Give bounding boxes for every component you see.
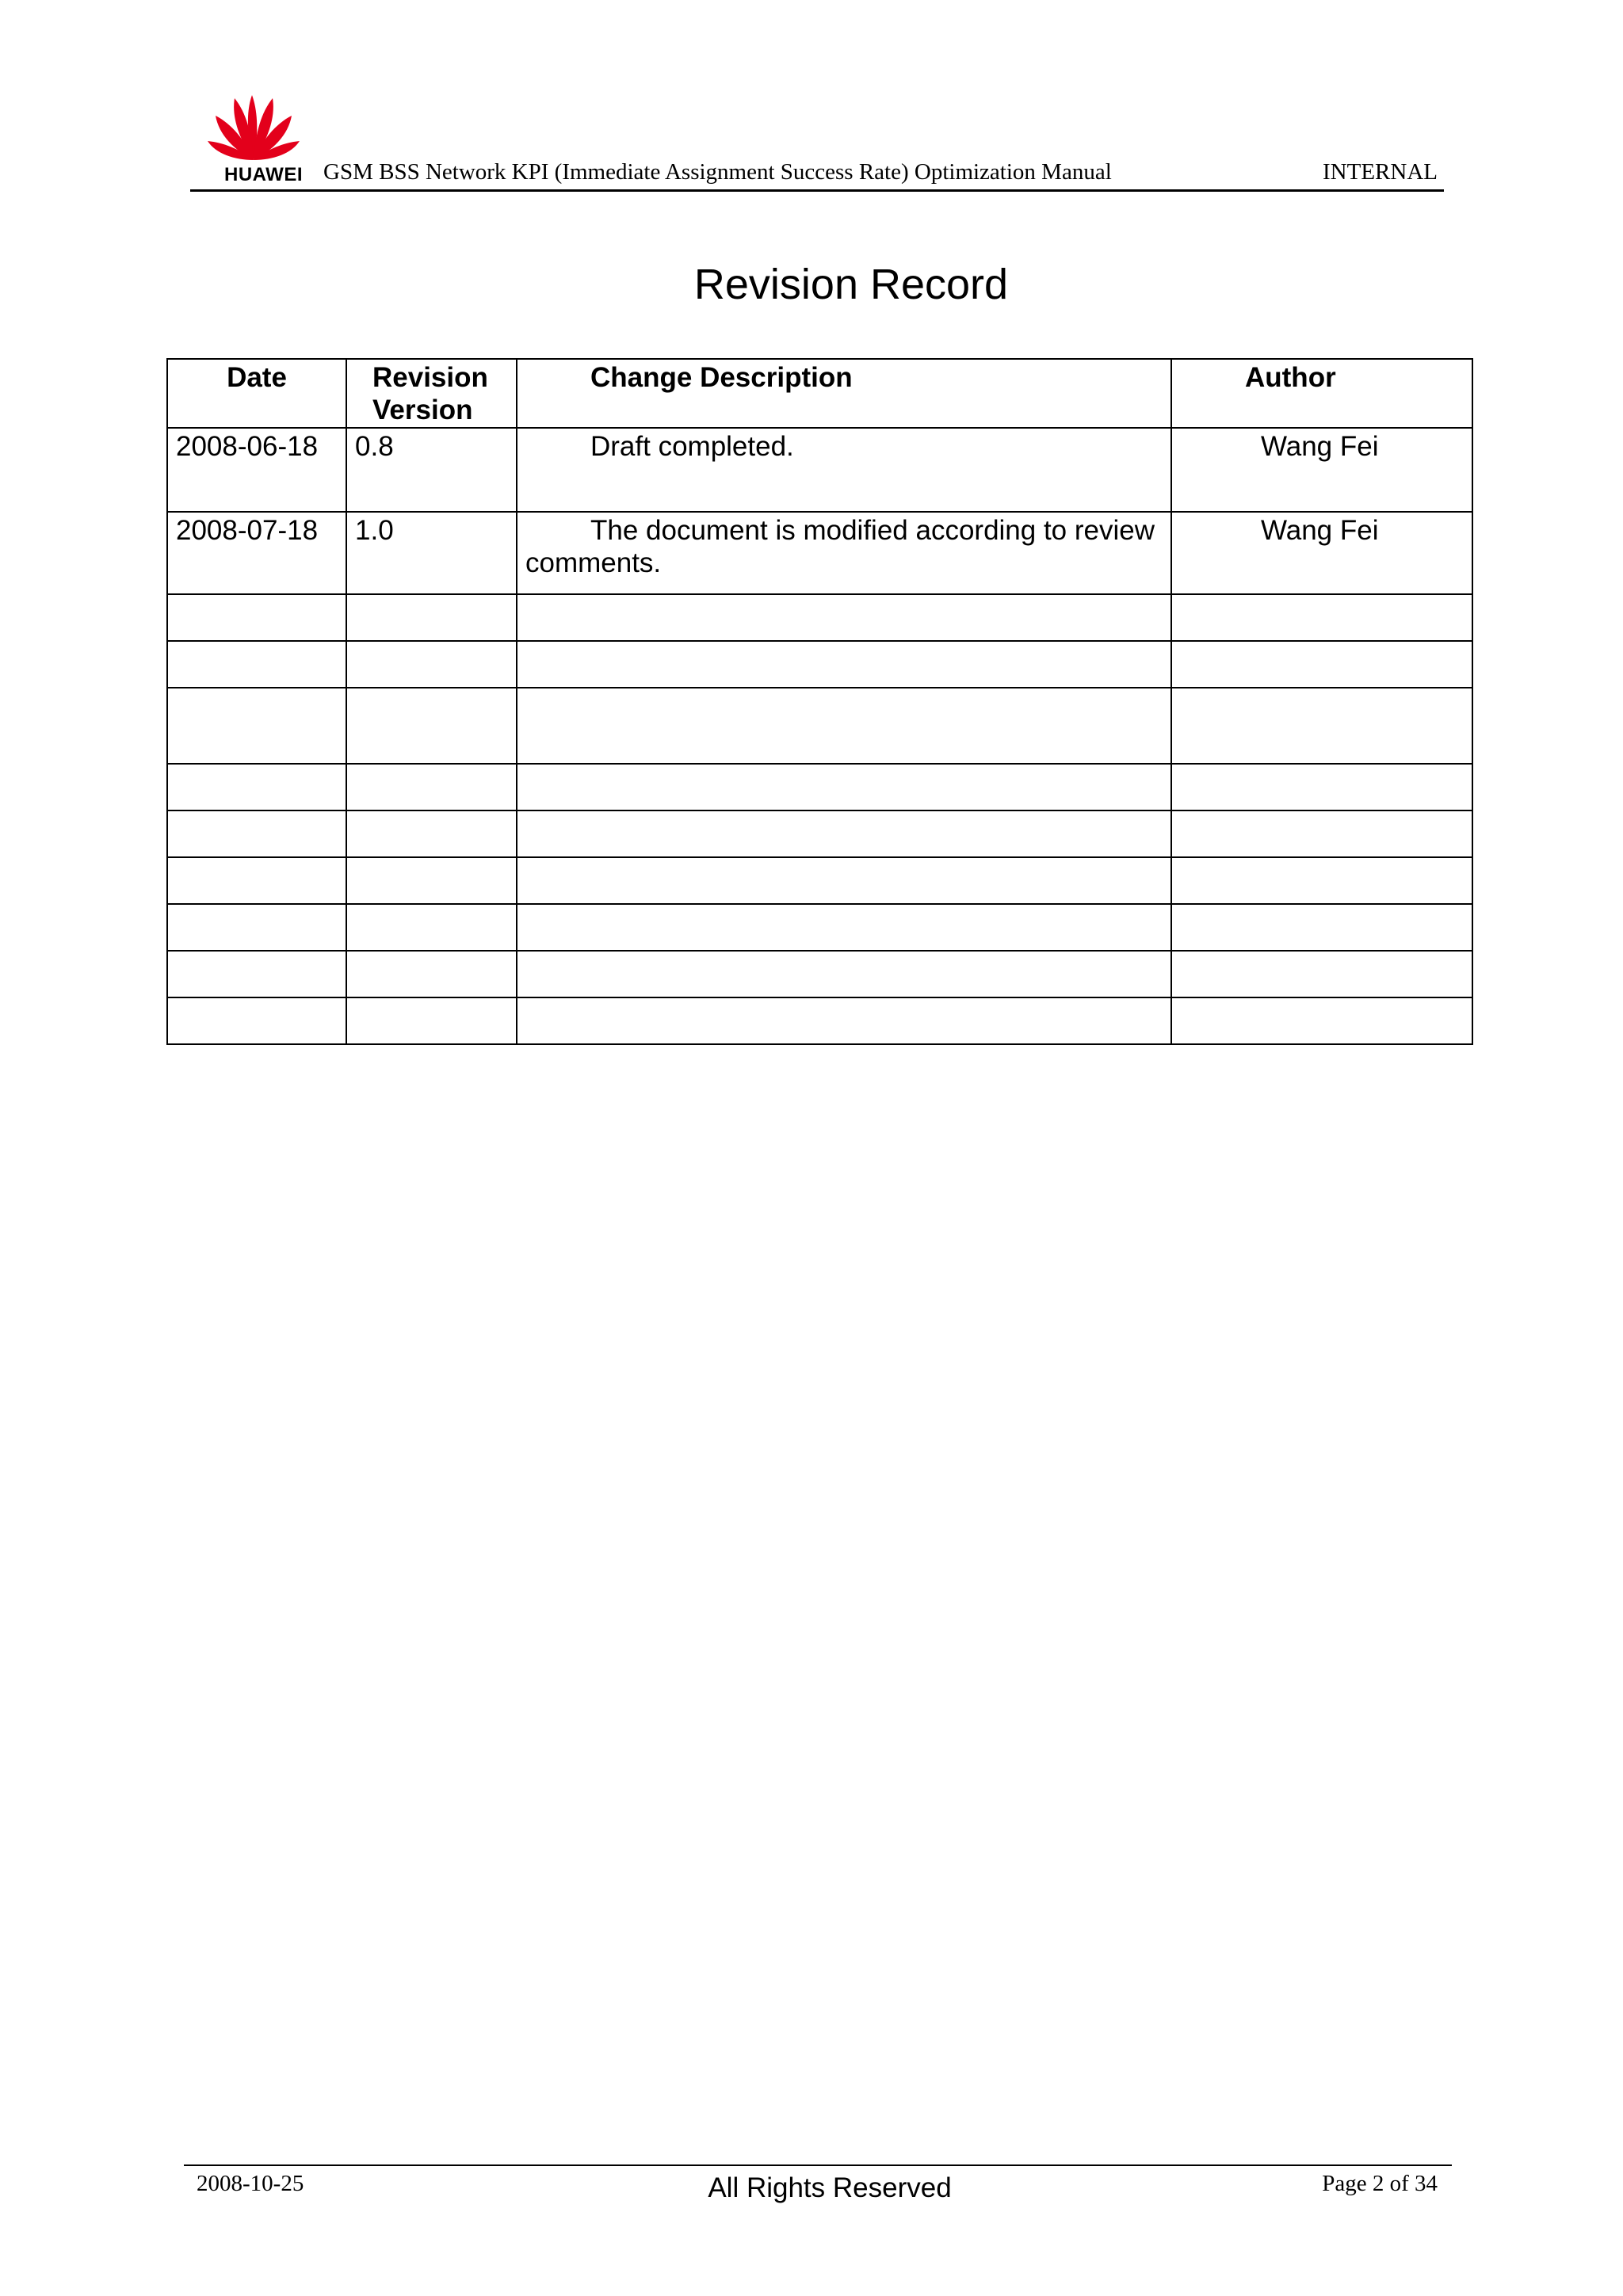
cell-empty <box>517 810 1171 857</box>
cell-empty <box>346 688 517 764</box>
cell-empty <box>1171 857 1472 904</box>
cell-empty <box>517 857 1171 904</box>
cell-version: 0.8 <box>346 428 517 512</box>
header-date: Date <box>167 359 346 428</box>
cell-empty <box>517 997 1171 1044</box>
table-header-row <box>167 359 1472 428</box>
cell-empty <box>517 764 1171 810</box>
header-author: Author <box>1171 359 1472 428</box>
cell-empty <box>517 688 1171 764</box>
table-row <box>167 428 1472 512</box>
header-divider <box>190 189 1444 192</box>
cell-author: Wang Fei <box>1171 512 1472 594</box>
cell-empty <box>346 904 517 951</box>
table-row-empty <box>167 997 1472 1044</box>
cell-author: Wang Fei <box>1171 428 1472 512</box>
cell-empty <box>346 764 517 810</box>
cell-empty <box>167 764 346 810</box>
cell-empty <box>1171 641 1472 688</box>
cell-empty <box>167 997 346 1044</box>
cell-empty <box>346 997 517 1044</box>
cell-empty <box>517 641 1171 688</box>
table-row-empty <box>167 904 1472 951</box>
cell-empty <box>1171 951 1472 997</box>
cell-empty <box>346 641 517 688</box>
cell-description: Draft completed. <box>517 428 1171 512</box>
page-number: Page 2 of 34 <box>1322 2171 1438 2196</box>
cell-empty <box>1171 594 1472 641</box>
table-row <box>167 512 1472 594</box>
cell-empty <box>1171 764 1472 810</box>
page-title: Revision Record <box>693 261 1009 308</box>
table-row-empty <box>167 688 1472 764</box>
cell-empty <box>1171 688 1472 764</box>
page-footer <box>184 2164 1452 2212</box>
cell-empty <box>517 951 1171 997</box>
footer-divider <box>184 2164 1452 2166</box>
cell-empty <box>517 594 1171 641</box>
table-row-empty <box>167 641 1472 688</box>
cell-empty <box>167 904 346 951</box>
cell-empty <box>346 857 517 904</box>
revision-table <box>166 358 1473 1045</box>
table-row-empty <box>167 951 1472 997</box>
cell-empty <box>167 688 346 764</box>
footer-rights: All Rights Reserved <box>708 2172 952 2203</box>
classification-label: INTERNAL <box>1323 159 1438 185</box>
table-row-empty <box>167 594 1472 641</box>
table-row-empty <box>167 810 1472 857</box>
table-row-empty <box>167 764 1472 810</box>
cell-empty <box>167 951 346 997</box>
huawei-logo <box>206 89 301 188</box>
document-title: GSM BSS Network KPI (Immediate Assignment Success Rate) Optimization Manual <box>323 159 1112 185</box>
cell-empty <box>346 951 517 997</box>
cell-version: 1.0 <box>346 512 517 594</box>
cell-empty <box>167 594 346 641</box>
cell-empty <box>1171 810 1472 857</box>
header-revision-version <box>346 359 517 428</box>
logo-wordmark: HUAWEI <box>224 164 303 185</box>
cell-empty <box>1171 904 1472 951</box>
footer-date: 2008-10-25 <box>197 2171 304 2196</box>
cell-date: 2008-06-18 <box>167 428 346 512</box>
cell-empty <box>167 641 346 688</box>
cell-empty <box>346 594 517 641</box>
cell-empty <box>167 810 346 857</box>
cell-empty <box>1171 997 1472 1044</box>
header-revision-version-text: Revision Version <box>372 362 488 425</box>
cell-empty <box>346 810 517 857</box>
cell-description: The document is modified according to review comments. <box>517 512 1171 594</box>
huawei-petals-icon <box>206 89 301 162</box>
cell-date: 2008-07-18 <box>167 512 346 594</box>
header-change-description: Change Description <box>517 359 1171 428</box>
table-row-empty <box>167 857 1472 904</box>
cell-empty <box>517 904 1171 951</box>
page-header <box>190 89 1444 192</box>
cell-empty <box>167 857 346 904</box>
